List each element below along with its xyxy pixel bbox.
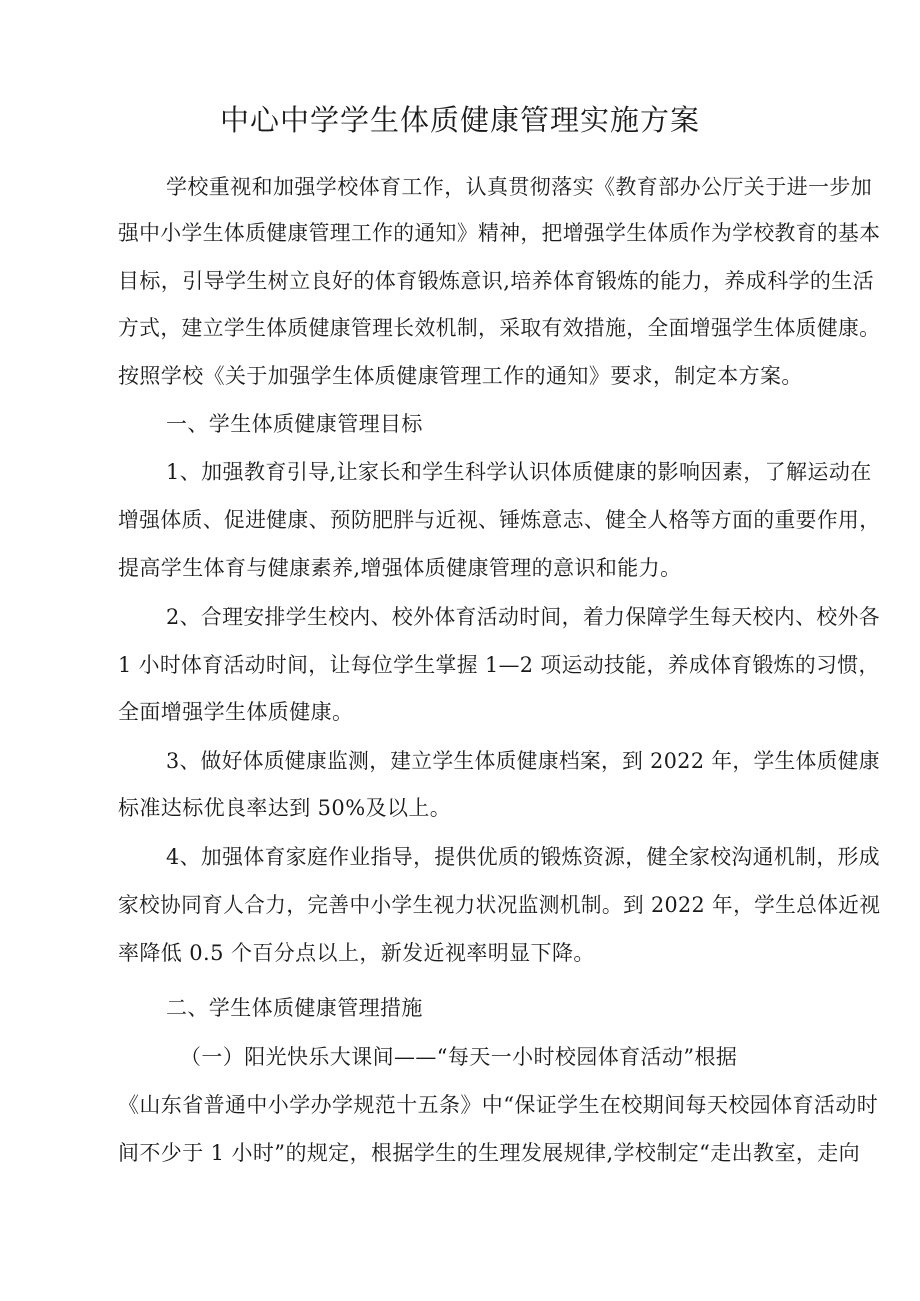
paragraph-line: 标准达标优良率达到 50%及以上。 [118, 796, 452, 820]
section-heading-1: 一、学生体质健康管理目标 [166, 412, 423, 436]
paragraph-line: 间不少于 1 小时”的规定，根据学生的生理发展规律,学校制定“走出教室，走向 [118, 1141, 861, 1165]
subsection-heading: （一）阳光快乐大课间——“每天一小时校园体育活动”根据 [180, 1045, 738, 1069]
paragraph-line: 《山东省普通中小学办学规范十五条》中“保证学生在校期间每天校园体育活动时 [118, 1093, 879, 1117]
paragraph-line: 全面增强学生体质健康。 [118, 700, 354, 724]
paragraph-line: 提高学生体育与健康素养,增强体质健康管理的意识和能力。 [118, 556, 682, 580]
paragraph-line: 家校协同育人合力，完善中小学生视力状况监测机制。到 2022 年，学生总体近视 [118, 893, 881, 917]
paragraph-line: 学校重视和加强学校体育工作，认真贯彻落实《教育部办公厅关于进一步加 [166, 175, 873, 199]
paragraph-line: 按照学校《关于加强学生体质健康管理工作的通知》要求，制定本方案。 [118, 364, 803, 388]
paragraph-line: 1、加强教育引导,让家长和学生科学认识体质健康的影响因素，了解运动在 [166, 460, 872, 484]
section-heading-2: 二、学生体质健康管理措施 [166, 996, 423, 1020]
paragraph-line: 率降低 0.5 个百分点以上，新发近视率明显下降。 [118, 941, 595, 965]
document-title: 中心中学学生体质健康管理实施方案 [219, 103, 700, 137]
paragraph-line: 强中小学生体质健康管理工作的通知》精神，把增强学生体质作为学校教育的基本 [118, 221, 881, 245]
paragraph-line: 4、加强体育家庭作业指导，提供优质的锻炼资源，健全家校沟通机制，形成 [166, 845, 880, 869]
paragraph-line: 1 小时体育活动时间，让每位学生掌握 1—2 项运动技能，养成体育锻炼的习惯， [118, 653, 880, 677]
paragraph-line: 目标，引导学生树立良好的体育锻炼意识,培养体育锻炼的能力，养成科学的生活 [118, 269, 875, 293]
paragraph-line: 增强体质、促进健康、预防肥胖与近视、锤炼意志、健全人格等方面的重要作用， [118, 508, 881, 532]
paragraph-line: 3、做好体质健康监测，建立学生体质健康档案，到 2022 年，学生体质健康 [166, 749, 880, 773]
paragraph-line: 2、合理安排学生校内、校外体育活动时间，着力保障学生每天校内、校外各 [166, 605, 880, 629]
paragraph-line: 方式，建立学生体质健康管理长效机制，采取有效措施，全面增强学生体质健康。 [118, 316, 881, 340]
